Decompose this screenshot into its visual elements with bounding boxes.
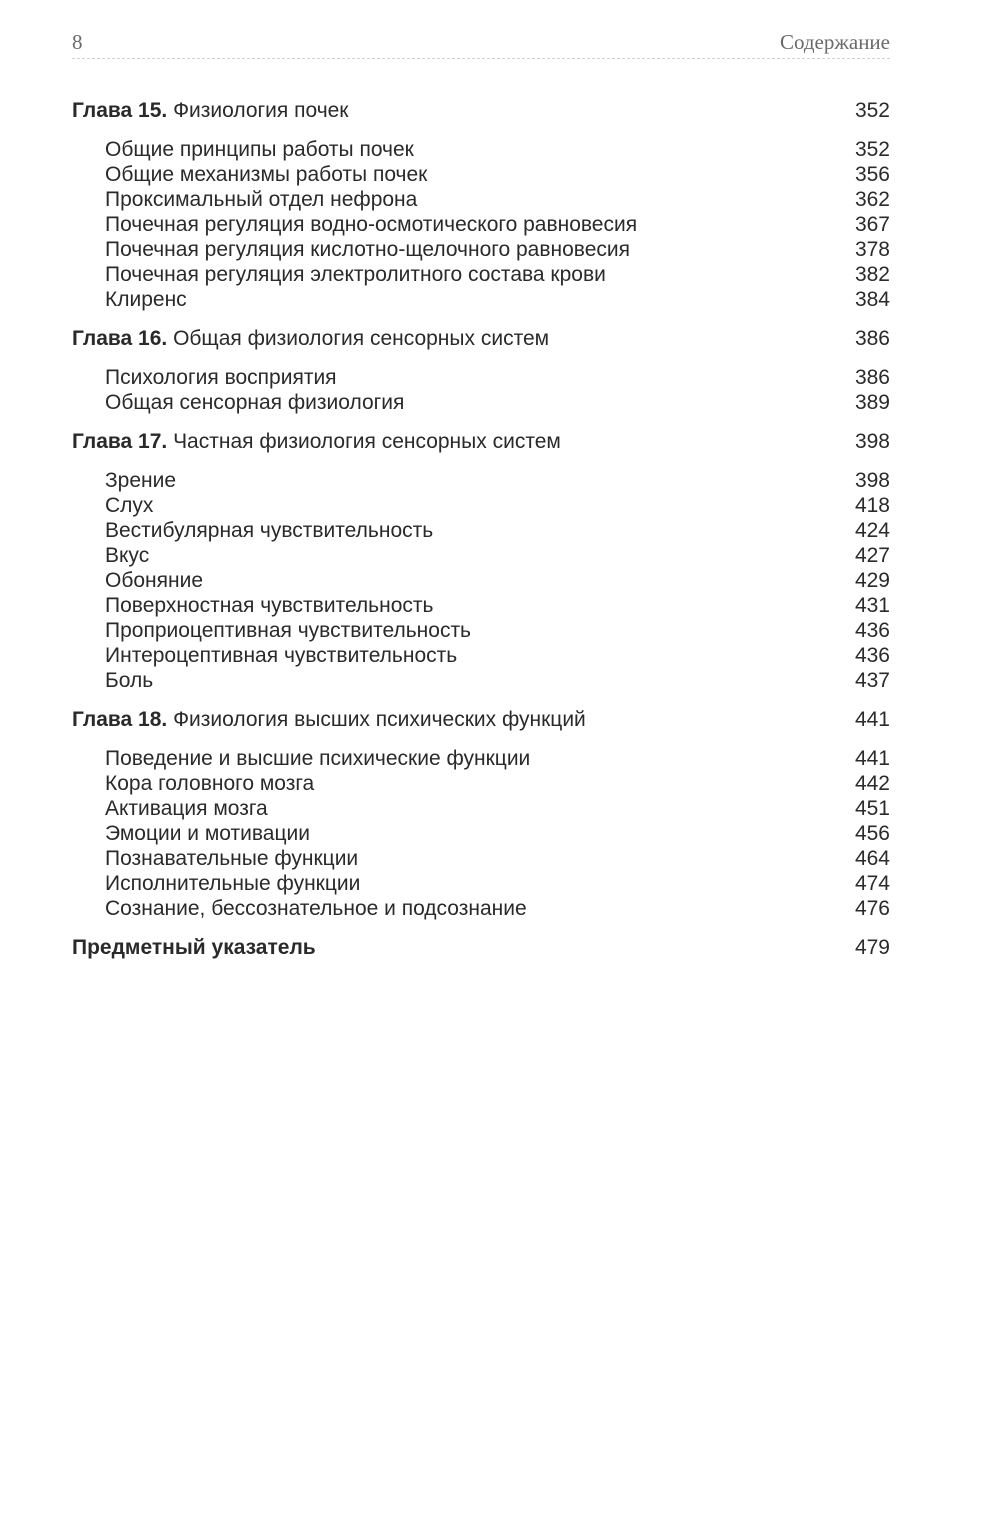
toc-entry[interactable] bbox=[72, 668, 890, 693]
toc-entry[interactable] bbox=[72, 468, 890, 493]
entry-page: 456 bbox=[854, 822, 890, 845]
entry-title: Общие принципы работы почек bbox=[105, 138, 414, 161]
entry-page: 437 bbox=[854, 669, 890, 692]
entry-title: Поверхностная чувствительность bbox=[105, 594, 434, 617]
entry-page: 418 bbox=[854, 494, 890, 517]
chapter-label: Глава 18. bbox=[72, 708, 168, 731]
chapter-page: 352 bbox=[854, 99, 890, 122]
entry-title: Сознание, бессознательное и подсознание bbox=[105, 897, 527, 920]
toc-entry[interactable] bbox=[72, 896, 890, 921]
entry-page: 427 bbox=[854, 544, 890, 567]
chapter-15 bbox=[72, 98, 890, 312]
entry-page: 382 bbox=[854, 263, 890, 286]
entry-title: Проксимальный отдел нефрона bbox=[105, 188, 418, 211]
toc-entry[interactable] bbox=[72, 187, 890, 212]
entry-title: Эмоции и мотивации bbox=[105, 822, 310, 845]
entry-title: Кора головного мозга bbox=[105, 772, 315, 795]
toc-entry[interactable] bbox=[72, 137, 890, 162]
entry-page: 398 bbox=[854, 469, 890, 492]
entry-title: Почечная регуляция кислотно-щелочного равновесия bbox=[105, 238, 630, 261]
toc-entry[interactable] bbox=[72, 846, 890, 871]
entry-title: Клиренс bbox=[105, 288, 187, 311]
entry-title: Почечная регуляция электролитного состава крови bbox=[105, 263, 606, 286]
entry-page: 436 bbox=[854, 644, 890, 667]
toc-entry[interactable] bbox=[72, 237, 890, 262]
entry-title: Познавательные функции bbox=[105, 847, 359, 870]
table-of-contents bbox=[72, 98, 890, 960]
toc-entry[interactable] bbox=[72, 568, 890, 593]
toc-entry[interactable] bbox=[72, 643, 890, 668]
entry-page: 436 bbox=[854, 619, 890, 642]
chapter-title: Физиология высших психических функций bbox=[173, 708, 586, 731]
toc-entry[interactable] bbox=[72, 771, 890, 796]
entry-title: Интероцептивная чувствительность bbox=[105, 644, 458, 667]
entry-title: Активация мозга bbox=[105, 797, 268, 820]
entry-title: Обоняние bbox=[105, 569, 204, 592]
entry-page: 451 bbox=[854, 797, 890, 820]
chapter-label: Глава 16. bbox=[72, 327, 168, 350]
toc-entry[interactable] bbox=[72, 212, 890, 237]
entry-page: 352 bbox=[854, 138, 890, 161]
entry-title: Общая сенсорная физиология bbox=[105, 391, 405, 414]
chapter-page: 441 bbox=[854, 708, 890, 731]
entry-page: 442 bbox=[854, 772, 890, 795]
toc-entry[interactable] bbox=[72, 796, 890, 821]
toc-entry[interactable] bbox=[72, 593, 890, 618]
chapter-title: Общая физиология сенсорных систем bbox=[173, 327, 550, 350]
page-number: 8 bbox=[72, 30, 83, 54]
chapter-page: 398 bbox=[854, 430, 890, 453]
entry-title: Общие механизмы работы почек bbox=[105, 163, 428, 186]
chapter-label: Глава 15. bbox=[72, 99, 168, 122]
chapter-label: Глава 17. bbox=[72, 430, 168, 453]
section-title: Содержание bbox=[779, 30, 890, 54]
toc-entry[interactable] bbox=[72, 493, 890, 518]
chapter-title: Частная физиология сенсорных систем bbox=[173, 430, 561, 453]
entry-page: 384 bbox=[854, 288, 890, 311]
toc-entry[interactable] bbox=[72, 162, 890, 187]
toc-entry[interactable] bbox=[72, 287, 890, 312]
entry-title: Боль bbox=[105, 669, 154, 692]
chapter-heading[interactable] bbox=[72, 429, 890, 454]
subject-index-entry[interactable] bbox=[72, 935, 890, 960]
entry-page: 429 bbox=[854, 569, 890, 592]
entry-page: 386 bbox=[854, 366, 890, 389]
entry-title: Поведение и высшие психические функции bbox=[105, 747, 531, 770]
index-page: 479 bbox=[854, 936, 890, 959]
entry-title: Вестибулярная чувствительность bbox=[105, 519, 434, 542]
toc-entry[interactable] bbox=[72, 821, 890, 846]
entry-page: 424 bbox=[854, 519, 890, 542]
entry-page: 476 bbox=[854, 897, 890, 920]
entry-title: Психология восприятия bbox=[105, 366, 337, 389]
toc-entry[interactable] bbox=[72, 390, 890, 415]
entry-page: 464 bbox=[854, 847, 890, 870]
entry-title: Слух bbox=[105, 494, 154, 517]
chapter-heading[interactable] bbox=[72, 707, 890, 732]
chapter-heading[interactable] bbox=[72, 326, 890, 351]
entry-page: 362 bbox=[854, 188, 890, 211]
entry-page: 474 bbox=[854, 872, 890, 895]
entry-page: 356 bbox=[854, 163, 890, 186]
toc-entry[interactable] bbox=[72, 262, 890, 287]
entry-page: 431 bbox=[854, 594, 890, 617]
index-title: Предметный указатель bbox=[72, 936, 316, 959]
toc-entry[interactable] bbox=[72, 543, 890, 568]
entry-title: Исполнительные функции bbox=[105, 872, 361, 895]
chapter-heading[interactable] bbox=[72, 98, 890, 123]
entry-page: 378 bbox=[854, 238, 890, 261]
entry-title: Вкус bbox=[105, 544, 150, 567]
toc-entry[interactable] bbox=[72, 746, 890, 771]
entry-page: 389 bbox=[854, 391, 890, 414]
toc-entry[interactable] bbox=[72, 518, 890, 543]
entry-title: Проприоцептивная чувствительность bbox=[105, 619, 472, 642]
toc-entry[interactable] bbox=[72, 618, 890, 643]
entry-page: 367 bbox=[854, 213, 890, 236]
chapter-title: Физиология почек bbox=[173, 99, 349, 122]
entry-title: Почечная регуляция водно-осмотического равновесия bbox=[105, 213, 638, 236]
toc-entry[interactable] bbox=[72, 365, 890, 390]
header-divider bbox=[72, 58, 890, 59]
chapter-16 bbox=[72, 326, 890, 415]
chapter-page: 386 bbox=[854, 327, 890, 350]
chapter-18 bbox=[72, 707, 890, 921]
entry-page: 441 bbox=[854, 747, 890, 770]
chapter-17 bbox=[72, 429, 890, 693]
entry-title: Зрение bbox=[105, 469, 177, 492]
toc-entry[interactable] bbox=[72, 871, 890, 896]
